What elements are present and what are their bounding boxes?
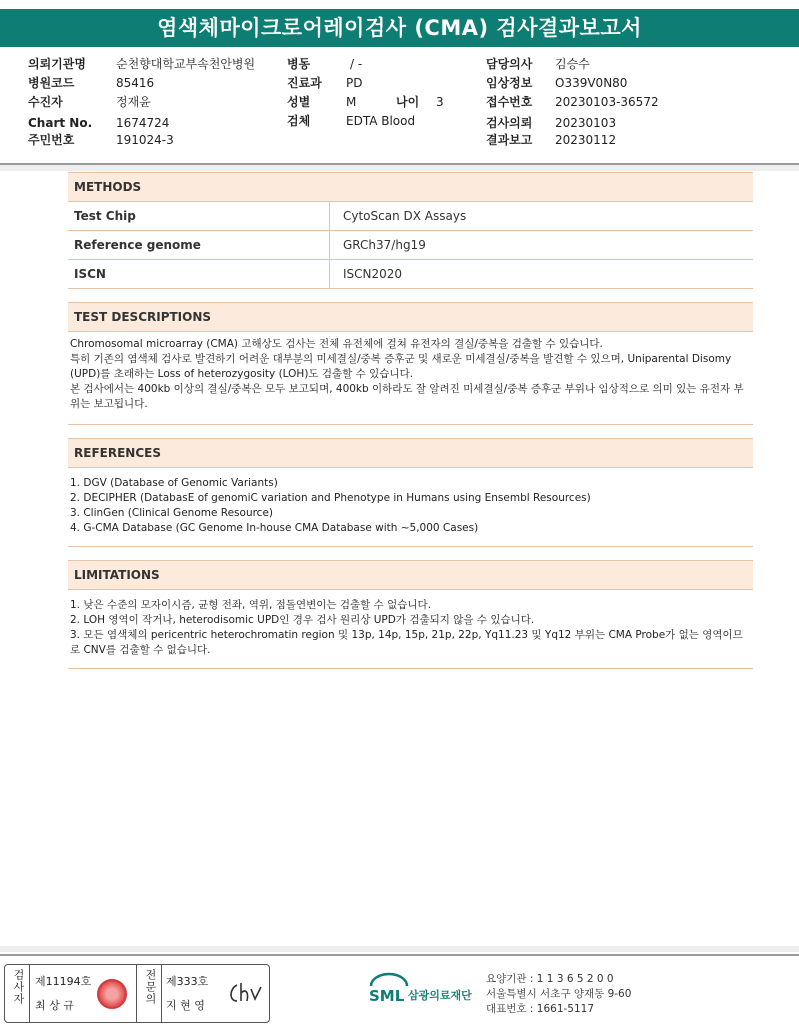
methods-heading: METHODS xyxy=(68,172,753,202)
ward-label: 병동 xyxy=(287,57,311,71)
clinical-info-value: O339V0N80 xyxy=(555,76,628,90)
reviewer-name: 지 현 영 xyxy=(166,999,205,1012)
reviewer-label: 전문의 xyxy=(144,969,157,1005)
description-line: 본 검사에서는 400kb 이상의 결실/중복은 모두 보고되며, 400kb 이하라도 잘 알려진 미세결실/중복 증후군 부위나 임상적으로 의미 있는 유전자 부위는 보고됩니다. xyxy=(70,383,744,410)
sml-logo-icon xyxy=(367,972,411,1006)
examiner-license: 제11194호 xyxy=(35,975,92,988)
sml-logo-text: SML xyxy=(369,987,405,1005)
examiner-label-cell xyxy=(5,965,30,1022)
request-date-value: 20230103 xyxy=(555,116,617,130)
footer-divider xyxy=(0,954,799,956)
reference-item: 3. ClinGen (Clinical Genome Resource) xyxy=(70,507,274,519)
reviewer-label-cell xyxy=(136,965,162,1022)
ward-value: / - xyxy=(350,57,363,71)
limitation-item: 1. 낮은 수준의 모자이시즘, 균형 전좌, 역위, 점돌연변이는 검출할 수 없습니다. xyxy=(70,599,432,611)
institution-value: 순천향대학교부속천안병원 xyxy=(116,57,256,71)
request-date-label: 검사의뢰 xyxy=(486,116,533,130)
limitation-item: 3. 모든 염색체의 pericentric heterochromatin region 및 13p, 14p, 15p, 21p, 22p, Yq11.23 및 Yq12 부위는 CMA Probe가 없는 영역이므로 CNV를 검출할 수 없습니다. xyxy=(70,629,743,656)
signature-icon xyxy=(227,979,263,1007)
reference-item: 1. DGV (Database of Genomic Variants) xyxy=(70,477,278,489)
receipt-no-value: 20230103-36572 xyxy=(555,95,659,109)
limitations-section xyxy=(68,560,753,669)
sex-value: M xyxy=(346,95,357,109)
report-date-label: 결과보고 xyxy=(486,133,533,147)
chart-no-label: Chart No. xyxy=(28,116,93,130)
patient-name-label: 수진자 xyxy=(28,95,63,109)
specimen-label: 검체 xyxy=(287,114,311,128)
age-value: 3 xyxy=(436,95,444,109)
table-row xyxy=(68,260,753,289)
description-line: 특히 기존의 염색체 검사로 발견하기 어려운 대부분의 미세결실/중복 증후군 및 새로운 미세결실/중복을 발견할 수 있으며, Uniparental Disomy (UPD)를 초래하는 Loss of heterozygosity (LOH)도 검출할 수 있습니다. xyxy=(70,353,732,380)
sex-label: 성별 xyxy=(287,95,311,109)
report-title: 염색체마이크로어레이검사 (CMA) 검사결과보고서 xyxy=(0,9,799,47)
limitations-heading: LIMITATIONS xyxy=(68,560,753,590)
org-address: 서울특별시 서초구 양재동 9-60 xyxy=(486,988,632,1000)
table-row xyxy=(68,202,753,231)
seal-stamp-icon xyxy=(97,979,127,1009)
limitations-body xyxy=(68,590,753,666)
id-no-label: 주민번호 xyxy=(28,133,75,147)
org-info xyxy=(486,972,631,1017)
department-label: 진료과 xyxy=(287,76,322,90)
methods-value: ISCN2020 xyxy=(330,260,754,289)
description-line: Chromosomal microarray (CMA) 고해상도 검사는 전체 유전체에 걸쳐 유전자의 결실/중복을 검출할 수 있습니다. xyxy=(70,338,603,350)
test-descriptions-section xyxy=(68,302,753,425)
methods-value: CytoScan DX Assays xyxy=(330,202,754,231)
department-value: PD xyxy=(346,76,363,90)
doctor-label: 담당의사 xyxy=(486,57,533,71)
methods-value: GRCh37/hg19 xyxy=(330,231,754,260)
patient-info xyxy=(0,55,799,155)
org-name: 삼광의료재단 xyxy=(408,989,472,1002)
methods-key: Test Chip xyxy=(68,202,330,231)
hospital-code-value: 85416 xyxy=(116,76,155,90)
age-label: 나이 xyxy=(396,95,420,109)
org-phone: 대표번호 : 1661-5117 xyxy=(486,1003,595,1015)
references-heading: REFERENCES xyxy=(68,438,753,468)
patient-name-value: 정재윤 xyxy=(116,95,151,109)
hospital-code-label: 병원코드 xyxy=(28,76,75,90)
reference-item: 4. G-CMA Database (GC Genome In-house CMA Database with ~5,000 Cases) xyxy=(70,522,479,534)
chart-no-value: 1674724 xyxy=(116,116,170,130)
methods-key: ISCN xyxy=(68,260,330,289)
report-date-value: 20230112 xyxy=(555,133,617,147)
receipt-no-label: 접수번호 xyxy=(486,95,533,109)
table-row xyxy=(68,231,753,260)
care-institution: 요양기관 : 1 1 3 6 5 2 0 0 xyxy=(486,973,614,985)
examiner-name: 최 상 규 xyxy=(35,999,74,1012)
methods-key: Reference genome xyxy=(68,231,330,260)
footer-gray-band xyxy=(0,946,799,952)
methods-section xyxy=(68,172,753,289)
references-section xyxy=(68,438,753,547)
specimen-value: EDTA Blood xyxy=(346,114,416,128)
limitation-item: 2. LOH 영역이 작거나, heterodisomic UPD인 경우 검사 원리상 UPD가 검출되지 않을 수 있습니다. xyxy=(70,614,535,626)
signature-box xyxy=(4,964,270,1023)
test-descriptions-body xyxy=(68,332,753,420)
clinical-info-label: 임상정보 xyxy=(486,76,533,90)
id-no-value: 191024-3 xyxy=(116,133,174,147)
reviewer-license: 제333호 xyxy=(166,975,209,988)
test-descriptions-heading: TEST DESCRIPTIONS xyxy=(68,302,753,332)
header-gray-band xyxy=(0,165,799,171)
institution-label: 의뢰기관명 xyxy=(28,57,86,71)
doctor-value: 김승수 xyxy=(555,57,590,71)
methods-table xyxy=(68,202,753,289)
reference-item: 2. DECIPHER (DatabasE of genomiC variation and Phenotype in Humans using Ensembl Resources) xyxy=(70,492,591,504)
references-body xyxy=(68,468,753,544)
examiner-label: 검사자 xyxy=(12,969,25,1005)
